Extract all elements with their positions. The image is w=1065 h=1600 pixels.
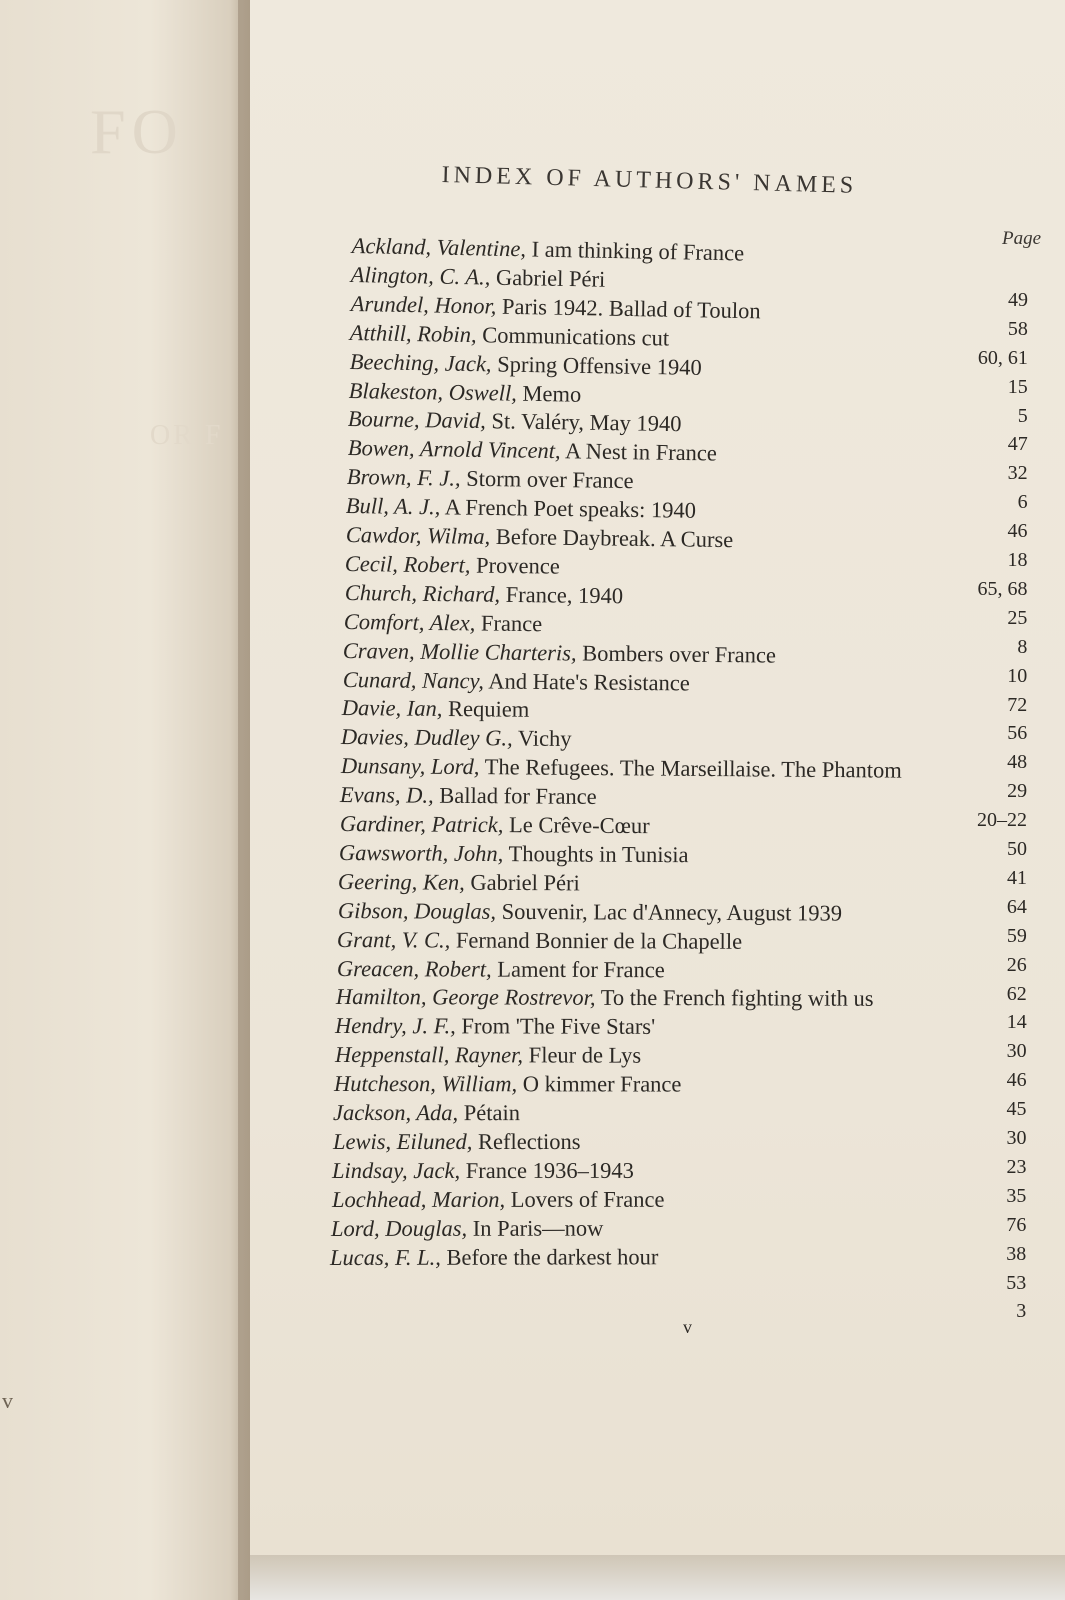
index-entry: [347, 464, 634, 494]
entry-title: Lament for France: [491, 956, 665, 982]
entry-title: Ballad for France: [433, 782, 598, 810]
entry-title: Thoughts in Tunisia: [503, 840, 689, 868]
entry-title: Paris 1942. Ballad of Toulon: [495, 293, 761, 324]
entry-title: Communications cut: [476, 321, 670, 351]
entry-page-number: 72: [1007, 693, 1028, 716]
index-entry: [332, 1158, 634, 1184]
index-entry: [341, 724, 572, 752]
entry-page-number: 53: [1006, 1271, 1027, 1294]
entry-author: Lochhead, Marion,: [331, 1186, 505, 1212]
entry-page-number: 8: [1017, 635, 1028, 658]
entry-title: The Refugees. The Marseillaise. The Phantom: [479, 754, 902, 783]
entry-author: Evans, D.,: [340, 782, 434, 808]
entry-page-number: 47: [1007, 433, 1028, 456]
entry-title: Spring Offensive 1940: [490, 350, 702, 380]
entry-author: Heppenstall, Rayner,: [334, 1042, 523, 1068]
index-entry: [338, 898, 842, 927]
entry-title: Before Daybreak. A Curse: [489, 523, 734, 553]
entry-author: Comfort, Alex,: [343, 608, 476, 636]
index-entry: [344, 580, 623, 609]
entry-title: From 'The Five Stars': [456, 1013, 656, 1040]
left-page: [0, 0, 250, 1600]
entry-page-number: 18: [1007, 549, 1028, 571]
entry-author: Church, Richard,: [344, 579, 500, 607]
entry-title: Fleur de Lys: [522, 1042, 641, 1068]
entry-title: Lovers of France: [504, 1186, 665, 1212]
entry-page-number: 14: [1006, 1011, 1027, 1034]
index-entry: [342, 667, 689, 696]
entry-title: Before the darkest hour: [441, 1243, 659, 1270]
entry-author: Bourne, David,: [347, 406, 487, 434]
entry-author: Cunard, Nancy,: [342, 666, 484, 693]
entry-author: Beeching, Jack,: [349, 348, 492, 376]
entry-author: Grant, V. C.,: [336, 926, 451, 953]
entry-author: Hamilton, George Rostrevor,: [335, 984, 596, 1011]
entry-page-number: 3: [1016, 1300, 1027, 1323]
entry-title: To the French fighting with us: [595, 985, 874, 1012]
left-page-bleed-through: FO: [90, 96, 184, 167]
entry-author: Gawsworth, John,: [338, 839, 504, 866]
entry-page-number: 48: [1007, 751, 1028, 774]
index-entry: [345, 551, 560, 580]
entry-author: Alington, C. A.,: [350, 261, 491, 290]
entry-author: Bull, A. J.,: [346, 493, 441, 520]
entry-author: Arundel, Honor,: [350, 290, 497, 319]
index-entry: [331, 1215, 603, 1241]
page-title: INDEX OF AUTHORS' NAMES: [441, 162, 858, 199]
entry-author: Brown, F. J.,: [346, 464, 461, 491]
index-entry: [339, 840, 689, 868]
entry-title: O kimmer France: [517, 1071, 682, 1097]
page-column-heading: Page: [1002, 228, 1042, 249]
entry-author: Dunsany, Lord,: [340, 753, 480, 780]
entry-author: Hutcheson, William,: [333, 1071, 518, 1097]
entry-author: Gibson, Douglas,: [337, 897, 496, 924]
entry-author: Craven, Mollie Charteris,: [343, 637, 578, 666]
entry-page-number: 23: [1006, 1155, 1027, 1178]
index-entry: [334, 1071, 681, 1098]
index-entry: [346, 493, 697, 524]
left-page-mark: v: [2, 1388, 13, 1413]
folio-number: v: [683, 1317, 692, 1337]
entry-page-number: 25: [1007, 606, 1028, 629]
entry-title: Fernand Bonnier de la Chapelle: [450, 927, 743, 954]
index-entry: [341, 753, 902, 784]
entry-page-number: 30: [1006, 1040, 1027, 1063]
index-entry: [349, 349, 701, 381]
entry-page-number: 59: [1006, 924, 1027, 947]
entry-author: Gardiner, Patrick,: [339, 811, 504, 838]
entry-title: I am thinking of France: [525, 236, 745, 266]
entry-author: Lucas, F. L.,: [330, 1244, 442, 1270]
entry-author: Davie, Ian,: [341, 695, 443, 722]
entry-author: Atthill, Robin,: [349, 319, 477, 347]
entry-title: And Hate's Resistance: [483, 667, 690, 695]
entry-title: Storm over France: [460, 465, 634, 494]
page-bottom-shadow: [250, 1555, 1065, 1600]
entry-page-number: 76: [1006, 1213, 1027, 1236]
index-entry: [348, 378, 581, 408]
index-entry: [335, 1013, 655, 1040]
index-entry: [332, 1186, 664, 1212]
entry-author: Cecil, Robert,: [344, 550, 471, 578]
entry-title: A Nest in France: [560, 438, 717, 466]
entry-page-number: 38: [1006, 1242, 1027, 1265]
entry-author: Hendry, J. F.,: [335, 1013, 457, 1039]
entry-page-number: 26: [1006, 953, 1027, 976]
index-entry: [336, 984, 874, 1012]
entry-page-number: 6: [1017, 491, 1028, 514]
index-entry: [338, 869, 580, 896]
index-entry: [344, 609, 543, 637]
index-entry: [350, 320, 670, 352]
entry-page-number: 30: [1006, 1127, 1027, 1149]
entry-title: In Paris—now: [466, 1215, 604, 1241]
entry-page-number: 35: [1006, 1184, 1027, 1207]
index-entry: [345, 522, 733, 553]
entry-title: Pétain: [458, 1100, 521, 1126]
entry-page-number: 49: [1007, 288, 1028, 311]
entry-author: Greacen, Robert,: [336, 955, 492, 982]
index-entry: [336, 956, 664, 983]
index-entry: [337, 927, 742, 955]
entry-title: Bombers over France: [576, 640, 777, 668]
entry-page-number: 64: [1006, 895, 1027, 918]
entry-title: Memo: [516, 380, 582, 407]
entry-author: Geering, Ken,: [338, 868, 466, 895]
index-entry: [339, 811, 649, 839]
index-entry: [333, 1129, 580, 1155]
entry-page-number: 29: [1007, 780, 1028, 803]
entry-page-number: 41: [1006, 866, 1027, 889]
entry-author: Davies, Dudley G.,: [341, 724, 514, 751]
entry-title: France, 1940: [499, 581, 623, 609]
entry-title: Souvenir, Lac d'Annecy, August 1939: [495, 898, 842, 926]
entry-page-number: 46: [1007, 520, 1028, 543]
entry-author: Lindsay, Jack,: [332, 1157, 461, 1183]
index-entry: [351, 262, 606, 293]
entry-page-number: 58: [1007, 317, 1028, 340]
entry-title: France: [475, 610, 543, 636]
index-entry: [335, 1042, 641, 1069]
entry-page-number: 50: [1007, 838, 1027, 860]
entry-title: Gabriel Péri: [490, 264, 606, 292]
entry-author: Jackson, Ada,: [333, 1100, 459, 1126]
entry-title: St. Valéry, May 1940: [485, 408, 682, 437]
entry-author: Ackland, Valentine,: [351, 233, 527, 262]
entry-title: Provence: [470, 552, 561, 579]
entry-title: Vichy: [513, 725, 573, 752]
entry-title: Requiem: [442, 696, 530, 723]
entry-author: Bowen, Arnold Vincent,: [347, 435, 561, 464]
entry-title: Le Crêve-Cœur: [502, 812, 650, 839]
index-entry: [343, 638, 776, 669]
entry-page-number: 45: [1006, 1098, 1027, 1121]
entry-page-number: 65, 68: [977, 577, 1028, 600]
entry-author: Cawdor, Wilma,: [345, 522, 491, 549]
index-entry: [333, 1100, 520, 1126]
left-page-bleed-through-small: OR F: [150, 420, 224, 451]
entry-page-number: 46: [1006, 1069, 1027, 1092]
entry-title: France 1936–1943: [460, 1157, 634, 1183]
entry-page-number: 5: [1017, 404, 1028, 427]
index-entry: [340, 782, 597, 810]
entry-page-number: 32: [1007, 462, 1028, 485]
entry-page-number: 62: [1006, 982, 1027, 1005]
entry-page-number: 56: [1007, 722, 1028, 745]
entry-author: Blakeston, Oswell,: [348, 377, 517, 406]
entry-page-number: 10: [1007, 664, 1028, 687]
entry-author: Lewis, Eiluned,: [332, 1128, 473, 1154]
entry-title: Reflections: [472, 1128, 581, 1154]
entry-author: Lord, Douglas,: [330, 1215, 468, 1241]
entry-title: A French Poet speaks: 1940: [440, 494, 697, 523]
entry-page-number: 60, 61: [977, 346, 1028, 369]
index-entry: [342, 695, 530, 723]
entry-page-number: 15: [1007, 375, 1028, 398]
entry-page-number: 20–22: [977, 809, 1028, 832]
entry-title: Gabriel Péri: [465, 869, 581, 896]
index-entry: [330, 1244, 658, 1271]
